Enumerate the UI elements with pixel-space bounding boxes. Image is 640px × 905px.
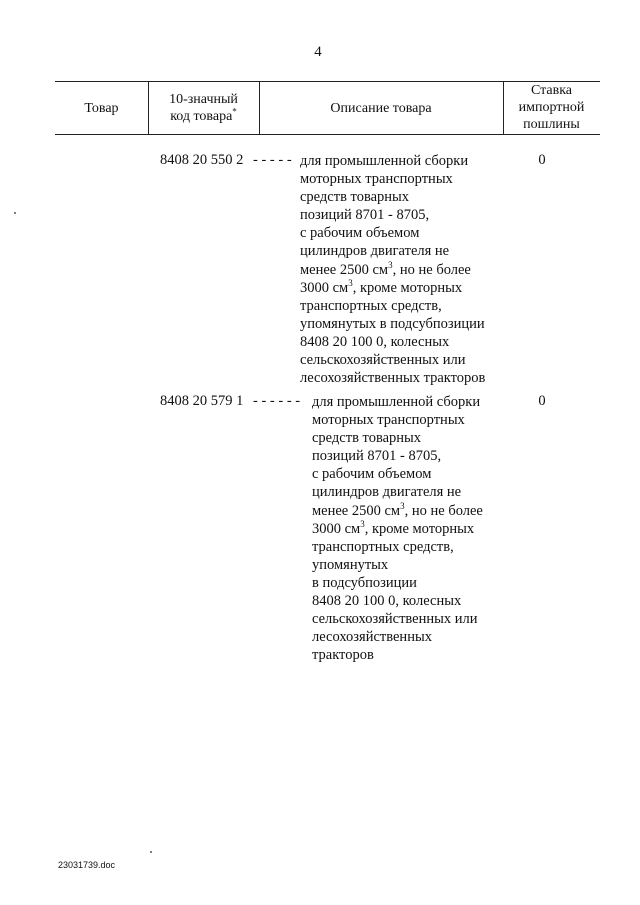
description-line: средств товарных (300, 189, 410, 206)
row-code: 8408 20 579 1 (160, 393, 244, 409)
description-text: 3000 см (300, 279, 349, 296)
header-code-line1: 10-значный (169, 92, 238, 107)
description-line: с рабочим объемом (312, 466, 432, 483)
row-code: 8408 20 550 2 (160, 152, 244, 168)
description-line: в подсубпозиции (312, 574, 417, 591)
row-description (300, 152, 485, 387)
description-line: моторных транспортных (300, 171, 453, 188)
description-line: позиций 8701 - 8705, (300, 207, 430, 224)
superscript: 3 (388, 259, 393, 270)
footer-filename: 23031739.doc (58, 860, 116, 870)
description-text: , кроме моторных (364, 520, 475, 537)
scan-speck (150, 851, 152, 853)
description-line (300, 261, 485, 279)
row-dash-marker: - - - - - (253, 152, 292, 168)
description-line: позиций 8701 - 8705, (312, 448, 442, 465)
description-line: 8408 20 100 0, колесных (300, 333, 450, 350)
row-rate: 0 (538, 152, 546, 168)
page-number: 4 (314, 44, 322, 60)
description-text: , кроме моторных (352, 279, 463, 296)
description-line: цилиндров двигателя не (312, 484, 462, 501)
description-line (312, 502, 483, 520)
header-description (259, 100, 503, 117)
description-line: для промышленной сборки (300, 153, 469, 169)
description-line: упомянутых в подсубпозиции (300, 315, 485, 332)
table-header-bottom-rule (55, 134, 600, 135)
description-line: средств товарных (312, 430, 422, 447)
header-goods-label: Товар (84, 101, 119, 116)
header-rate-line3: пошлины (523, 117, 580, 132)
description-line (300, 279, 485, 297)
scan-speck (14, 212, 16, 214)
header-rate-line2: импортной (518, 100, 585, 115)
superscript: 3 (348, 277, 353, 288)
header-goods (55, 100, 148, 117)
description-text: , но не более (404, 502, 483, 519)
description-line (312, 520, 483, 538)
description-line: для промышленной сборки (312, 394, 481, 410)
description-text: , но не более (392, 261, 471, 278)
description-text: 3000 см (312, 520, 361, 537)
description-line: лесохозяйственных тракторов (300, 370, 486, 387)
description-line: 8408 20 100 0, колесных (312, 593, 462, 610)
description-line: тракторов (312, 647, 374, 664)
row-rate: 0 (538, 393, 546, 409)
row-dash-marker: - - - - - - (253, 393, 301, 409)
description-line: сельскохозяйственных или (312, 611, 478, 628)
description-line: транспортных средств, (300, 297, 442, 314)
row-description (312, 393, 483, 664)
table-row (160, 152, 292, 169)
header-code-footnote-mark: * (232, 106, 237, 117)
description-line: цилиндров двигателя не (300, 243, 450, 260)
description-text: менее 2500 см (300, 261, 389, 278)
header-code-line2: код товара (170, 109, 233, 124)
table-row (160, 393, 300, 410)
description-line: транспортных средств, (312, 538, 454, 555)
superscript: 3 (360, 518, 365, 529)
description-line: упомянутых (312, 556, 389, 573)
superscript: 3 (400, 500, 405, 511)
header-code (148, 91, 259, 125)
description-line: моторных транспортных (312, 412, 465, 429)
description-line: с рабочим объемом (300, 225, 420, 242)
description-line: лесохозяйственных (312, 629, 432, 646)
description-line: сельскохозяйственных или (300, 352, 466, 369)
header-description-label: Описание товара (330, 101, 432, 116)
description-text: менее 2500 см (312, 502, 401, 519)
header-rate-line1: Ставка (530, 83, 573, 98)
header-rate (503, 82, 600, 133)
